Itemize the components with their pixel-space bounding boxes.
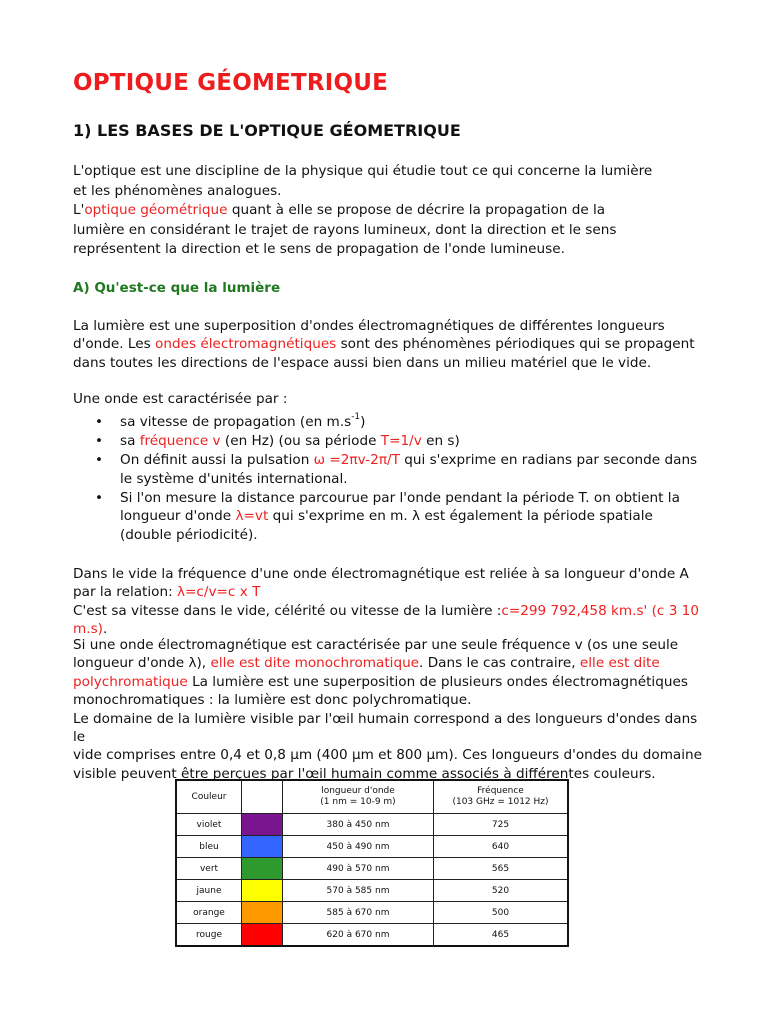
p4-line-6: vide comprises entre 0,4 et 0,8 µm (400 µm et 800 µm). Ces longueurs d'ondes du domaine [73, 747, 703, 764]
intro-line-2: et les phénomènes analogues. [73, 182, 282, 199]
p4-line-5: Le domaine de la lumière visible par l'œil humain correspond a des longueurs d'ondes dans le [73, 710, 698, 746]
bullet-4-rest: qui s'exprime en m. λ est également la période spatiale [268, 508, 653, 525]
bullet-2-end: en s) [421, 433, 460, 450]
bullet-3-prefix: On définit aussi la pulsation [120, 452, 314, 469]
wavelength-cell: 570 à 585 nm [283, 880, 434, 902]
p4-line-1: Si une onde électromagnétique est caractérisée par une seule fréquence v (os une seule [73, 637, 679, 653]
highlight-periode: T=1/v [380, 433, 422, 450]
frequency-cell: 500 [434, 902, 569, 924]
page-title: OPTIQUE GÉOMETRIQUE [73, 70, 389, 96]
frequency-cell: 725 [434, 814, 569, 836]
p4-line-4: monochromatiques : la lumière est donc polychromatique. [73, 692, 472, 709]
visible-spectrum-table [175, 779, 569, 947]
bullet-4-line-1: Si l'on mesure la distance parcourue par l'onde pendant la période T. on obtient la [120, 489, 680, 506]
color-name-cell: orange [176, 902, 242, 924]
color-swatch-cell [242, 836, 283, 858]
p3-line-2-prefix: par la relation: [73, 584, 177, 601]
color-swatch-cell [242, 814, 283, 836]
bullet-1-text: sa vitesse de propagation (en m.s [120, 414, 352, 430]
header-swatch [242, 780, 283, 814]
frequency-cell: 640 [434, 836, 569, 858]
highlight-speed-of-light: c=299 792,458 km.s' (c 3 10 m.s) [73, 602, 699, 638]
color-name-cell: jaune [176, 880, 242, 902]
p3-line-1: Dans le vide la fréquence d'une onde électromagnétique est reliée à sa longueur d'onde A [73, 566, 689, 582]
bullet-4-prefix: longueur d'onde [120, 508, 236, 525]
table-row [176, 880, 568, 902]
frequency-cell: 465 [434, 924, 569, 947]
bullet-2-middle: (en Hz) (ou sa période [220, 433, 381, 450]
color-swatch [242, 880, 282, 901]
table-row [176, 902, 568, 924]
bullet-icon: • [95, 433, 104, 450]
bullet-2-prefix: sa [120, 433, 140, 450]
frequency-cell: 520 [434, 880, 569, 902]
bullet-4-line-3: (double périodicité). [120, 527, 258, 544]
bullet-icon: • [95, 452, 104, 469]
color-swatch [242, 924, 282, 945]
p4-line-3-rest: La lumière est une superposition de plusieurs ondes électromagnétiques [187, 673, 688, 690]
p4-line-2-prefix: longueur d'onde λ), [73, 655, 211, 672]
p1-line-3: dans toutes les directions de l'espace aussi bien dans un milieu matériel que le vide. [73, 354, 652, 371]
section-1-heading: 1) LES BASES DE L'OPTIQUE GÉOMETRIQUE [73, 121, 461, 140]
p4-line-7: visible peuvent être perçues par l'œil humain comme associés à différentes couleurs. [73, 765, 656, 782]
highlight-elle-est-dite: elle est dite [579, 655, 660, 672]
list-item [73, 413, 703, 432]
p1-line-2-rest: sont des phénomènes périodiques qui se propagent [336, 336, 695, 353]
intro2-line-3: représentent la direction et le sens de propagation de l'onde lumineuse. [73, 241, 565, 257]
bullet-1-end: ) [360, 414, 366, 430]
highlight-monochromatique: elle est dite monochromatique [210, 655, 420, 672]
bullet-3-line-2: le système d'unités international. [120, 470, 348, 487]
header-wavelength [283, 780, 434, 814]
intro2-line-2: lumière en considérant le trajet de rayons lumineux, dont la direction et le sens [73, 221, 617, 238]
frequency-cell: 565 [434, 858, 569, 880]
color-swatch-cell [242, 880, 283, 902]
highlight-pulsation: ω =2πv-2π/T [313, 452, 400, 469]
highlight-relation: λ=c/v=c x T [177, 584, 261, 601]
highlight-optique-geometrique: optique géométrique [84, 202, 228, 218]
color-swatch [242, 836, 282, 857]
wave-characteristics-intro: Une onde est caractérisée par : [73, 391, 288, 407]
color-name-cell: vert [176, 858, 242, 880]
wavelength-cell: 490 à 570 nm [283, 858, 434, 880]
color-name-cell: rouge [176, 924, 242, 947]
list-item [73, 451, 703, 488]
header-frequency-unit: (103 GHz = 1012 Hz) [452, 797, 549, 807]
header-wavelength-unit: (1 nm = 10-9 m) [320, 797, 396, 807]
header-frequency [434, 780, 569, 814]
bullet-3-rest: qui s'exprime en radians par seconde dans [399, 452, 698, 469]
p1-line-2-prefix: d'onde. Les [73, 336, 156, 353]
table-row [176, 924, 568, 947]
wave-characteristics-list [73, 413, 703, 545]
wavelength-cell: 380 à 450 nm [283, 814, 434, 836]
color-swatch-cell [242, 902, 283, 924]
table-row [176, 836, 568, 858]
bullet-icon: • [95, 489, 104, 506]
color-swatch [242, 814, 282, 835]
header-wavelength-label: longueur d'onde [321, 786, 395, 796]
color-swatch [242, 902, 282, 923]
p4-line-2-middle: . Dans le cas contraire, [419, 655, 580, 672]
p3-line-3-prefix: C'est sa vitesse dans le vide, célérité ou vitesse de la lumière : [73, 602, 502, 619]
highlight-ondes-electromagnetiques: ondes électromagnétiques [155, 336, 337, 353]
color-swatch-cell [242, 858, 283, 880]
bullet-1-superscript: -1 [351, 412, 361, 423]
color-swatch [242, 858, 282, 879]
p3-line-3-end: . [102, 621, 108, 638]
intro2-prefix: L' [73, 202, 85, 218]
p1-line-1: La lumière est une superposition d'ondes électromagnétiques de différentes longueurs [73, 318, 665, 334]
wavelength-cell: 450 à 490 nm [283, 836, 434, 858]
section-a-heading: A) Qu'est-ce que la lumière [73, 280, 281, 296]
table-row [176, 814, 568, 836]
list-item [73, 432, 703, 451]
header-frequency-label: Fréquence [477, 786, 524, 796]
highlight-polychromatique: polychromatique [73, 673, 188, 690]
bullet-icon: • [95, 414, 104, 430]
highlight-frequence: fréquence v [139, 433, 221, 450]
header-couleur: Couleur [176, 780, 242, 814]
light-definition-paragraph [73, 317, 703, 372]
color-name-cell: bleu [176, 836, 242, 858]
highlight-longueur-onde: λ=vt [235, 508, 269, 525]
color-name-cell: violet [176, 814, 242, 836]
wavelength-relation-paragraph [73, 565, 703, 639]
wavelength-cell: 585 à 670 nm [283, 902, 434, 924]
monochromatic-paragraph [73, 636, 703, 783]
intro-line-1: L'optique est une discipline de la physique qui étudie tout ce qui concerne la lumière [73, 163, 653, 179]
table-header-row [176, 780, 568, 814]
intro-paragraph [73, 162, 703, 260]
intro2-rest: quant à elle se propose de décrire la propagation de la [227, 202, 606, 218]
list-item [73, 489, 703, 545]
color-swatch-cell [242, 924, 283, 947]
wavelength-cell: 620 à 670 nm [283, 924, 434, 947]
table-row [176, 858, 568, 880]
